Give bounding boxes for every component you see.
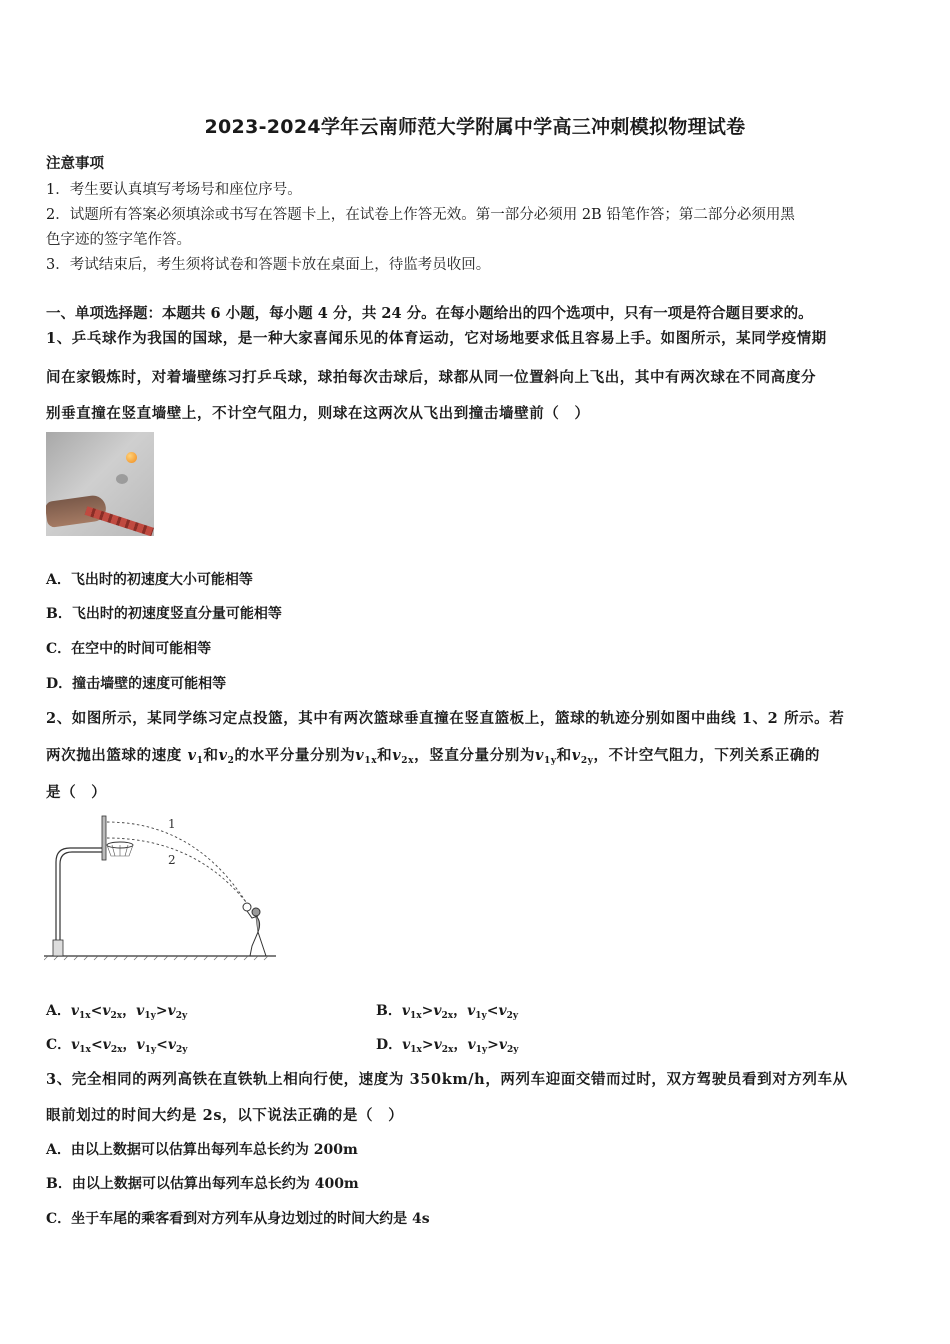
- q3-option-a[interactable]: A．由以上数据可以估算出每列车总长约为 200m: [46, 1142, 358, 1158]
- subscript: 1y: [144, 1011, 156, 1021]
- relation: >: [487, 1037, 499, 1053]
- relation: >: [421, 1003, 434, 1019]
- subscript: 1x: [364, 756, 378, 766]
- option-letter: D．: [376, 1037, 403, 1053]
- q2-text: 和: [377, 747, 393, 764]
- subscript: 2y: [175, 1045, 188, 1055]
- pole-base: [53, 940, 63, 956]
- notice-heading: 注意事项: [46, 155, 104, 172]
- q2-text: ，竖直分量分别为: [414, 747, 535, 764]
- subscript: 1x: [410, 1045, 422, 1055]
- subscript: 1x: [409, 1011, 422, 1021]
- subscript: 2y: [175, 1011, 188, 1021]
- section-heading: 一、单项选择题：本题共 6 小题，每小题 4 分，共 24 分。在每小题给出的四个选项中，只有一项是符合题目要求的。: [46, 305, 813, 322]
- v-symbol: v: [433, 1037, 442, 1053]
- subscript: 1y: [144, 1045, 157, 1055]
- v-symbol: v: [136, 1037, 145, 1053]
- v-symbol: v: [498, 1037, 507, 1053]
- relation: <: [90, 1003, 103, 1019]
- v-symbol: v: [136, 1003, 145, 1019]
- subscript: 1: [196, 756, 204, 766]
- v-symbol: v: [571, 747, 581, 764]
- v-symbol: v: [167, 1003, 176, 1019]
- relation: >: [421, 1037, 434, 1053]
- relation: <: [156, 1037, 168, 1053]
- v-symbol: v: [71, 1037, 80, 1053]
- hoop-pole-outer: [56, 848, 102, 940]
- notice-item: 1．考生要认真填写考场号和座位序号。: [46, 182, 302, 198]
- subscript: 1y: [543, 756, 557, 766]
- backboard: [102, 816, 106, 860]
- v-symbol: v: [187, 747, 197, 764]
- subscript: 1y: [475, 1045, 488, 1055]
- subscript: 2y: [506, 1045, 519, 1055]
- v-symbol: v: [534, 747, 544, 764]
- subscript: 2x: [401, 756, 415, 766]
- hoop-pole-inner: [60, 852, 102, 940]
- separator: ，: [453, 1037, 468, 1053]
- subscript: 2x: [110, 1045, 123, 1055]
- v-symbol: v: [467, 1037, 476, 1053]
- subscript: 2x: [441, 1045, 454, 1055]
- q1-option-d[interactable]: D．撞击墙壁的速度可能相等: [46, 676, 227, 692]
- relation: <: [90, 1037, 103, 1053]
- subscript: 1y: [475, 1011, 487, 1021]
- curve-label-1: 1: [168, 817, 176, 831]
- player-figure: [243, 903, 266, 956]
- v-symbol: v: [433, 1003, 442, 1019]
- relation: >: [155, 1003, 168, 1019]
- v-symbol: v: [402, 1037, 411, 1053]
- subscript: 2y: [506, 1011, 519, 1021]
- q2-option-d[interactable]: [376, 1034, 518, 1055]
- subscript: 1x: [79, 1045, 91, 1055]
- q3-option-b[interactable]: B．由以上数据可以估算出每列车总长约为 400m: [46, 1176, 359, 1192]
- option-letter: C．: [46, 1037, 72, 1053]
- q3-option-c[interactable]: C．坐于车尾的乘客看到对方列车从身边划过的时间大约是 4s: [46, 1211, 430, 1227]
- v-symbol: v: [70, 1003, 80, 1019]
- basketball-diagram: [44, 812, 284, 962]
- v-symbol: v: [467, 1003, 476, 1019]
- separator: ，: [122, 1037, 137, 1053]
- notice-item: 色字迹的签字笔作答。: [46, 232, 191, 248]
- q2-text: 和: [203, 747, 219, 764]
- question-3-text: 3、完全相同的两列高铁在直铁轨上相向行使，速度为 350km/h，两列车迎面交错而过时，双方驾驶员看到对方列车从: [46, 1071, 848, 1088]
- v-symbol: v: [167, 1037, 176, 1053]
- ball: [243, 903, 251, 911]
- hoop-net: [107, 845, 133, 856]
- q2-text: ，不计空气阻力，下列关系正确的: [593, 747, 821, 764]
- v-symbol: v: [102, 1037, 111, 1053]
- relation: <: [486, 1003, 499, 1019]
- option-letter: B．: [376, 1003, 402, 1019]
- subscript: 1x: [79, 1011, 91, 1021]
- question-1-text: 1、乒乓球作为我国的国球，是一种大家喜闻乐见的体育运动，它对场地要求低且容易上手。如图所示，某同学疫情期: [46, 330, 827, 347]
- v-symbol: v: [498, 1003, 507, 1019]
- curve-label-2: 2: [168, 853, 176, 867]
- subscript: 2x: [110, 1011, 123, 1021]
- ping-pong-photo: [46, 432, 154, 536]
- v-symbol: v: [218, 747, 228, 764]
- player-head: [252, 908, 260, 916]
- option-letter: A．: [46, 1003, 71, 1019]
- q1-option-c[interactable]: C．在空中的时间可能相等: [46, 641, 212, 657]
- subscript: 2y: [580, 756, 594, 766]
- v-symbol: v: [355, 747, 365, 764]
- question-2-text: [46, 744, 906, 766]
- q2-option-a[interactable]: [46, 1000, 187, 1021]
- separator: ，: [453, 1003, 468, 1019]
- question-1-text: 别垂直撞在竖直墙壁上，不计空气阻力，则球在这两次从飞出到撞击墙壁前（ ）: [46, 405, 590, 422]
- page-title: 2023-2024学年云南师范大学附属中学高三冲刺模拟物理试卷: [204, 116, 746, 138]
- q2-option-c[interactable]: [46, 1034, 187, 1055]
- q1-option-a[interactable]: A．飞出时的初速度大小可能相等: [46, 572, 253, 588]
- question-2-text: 是（ ）: [46, 784, 107, 801]
- subscript: 2x: [441, 1011, 454, 1021]
- v-symbol: v: [102, 1003, 111, 1019]
- question-1-text: 间在家锻炼时，对着墙壁练习打乒乓球，球拍每次击球后，球都从同一位置斜向上飞出，其中有两次球在不同高度分: [46, 369, 817, 386]
- v-symbol: v: [401, 1003, 410, 1019]
- ball-shadow: [116, 474, 128, 484]
- question-3-text: 眼前划过的时间大约是 2s，以下说法正确的是（ ）: [46, 1107, 404, 1124]
- q2-text: 的水平分量分别为: [234, 747, 356, 764]
- q1-option-b[interactable]: B．飞出时的初速度竖直分量可能相等: [46, 606, 282, 622]
- notice-item: 3．考试结束后，考生须将试卷和答题卡放在桌面上，待监考员收回。: [46, 257, 491, 273]
- subscript: 2: [227, 756, 235, 766]
- q2-text: 两次抛出篮球的速度: [46, 747, 188, 764]
- trajectory-curve-1: [107, 822, 246, 902]
- notice-item: 2．试题所有答案必须填涂或书写在答题卡上，在试卷上作答无效。第一部分必须用 2B 铅笔作答；第二部分必须用黑: [46, 207, 795, 223]
- separator: ，: [122, 1003, 137, 1019]
- q2-option-b[interactable]: [376, 1000, 518, 1021]
- v-symbol: v: [392, 747, 402, 764]
- ping-pong-ball: [126, 452, 137, 463]
- q2-text: 和: [556, 747, 572, 764]
- question-2-text: 2、如图所示，某同学练习定点投篮，其中有两次篮球垂直撞在竖直篮板上，篮球的轨迹分别如图中曲线 1、2 所示。若: [46, 710, 845, 727]
